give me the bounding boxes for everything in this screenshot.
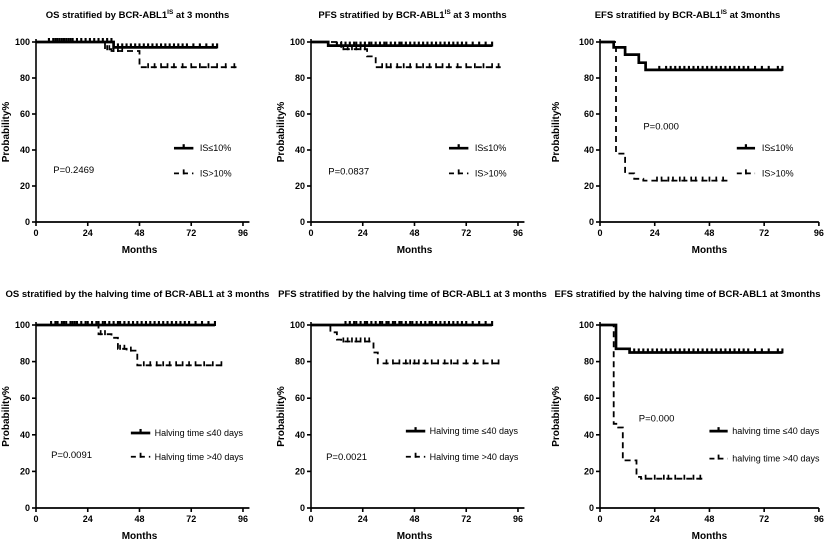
- y-tick-label: 60: [19, 109, 30, 119]
- panel-os-by-halving-time: [0, 273, 275, 547]
- km-plot-os-by-is: [0, 26, 275, 273]
- x-tick-label: 72: [186, 514, 197, 524]
- x-axis-title: Months: [691, 245, 728, 256]
- x-tick-label: 72: [461, 514, 472, 524]
- y-tick-label: 40: [583, 429, 594, 440]
- y-tick-label: 0: [588, 217, 594, 227]
- title-superscript: IS: [167, 9, 174, 16]
- panel-title: [550, 273, 825, 303]
- km-plot-efs-by-is: [550, 26, 825, 273]
- y-tick-label: 0: [24, 503, 30, 513]
- km-plot-efs-by-halving-time: [550, 303, 825, 547]
- y-tick-label: 20: [294, 181, 305, 191]
- panel-title: [550, 0, 825, 26]
- y-tick-label: 40: [19, 145, 30, 155]
- legend: [737, 143, 794, 178]
- title-text: at 3 months: [450, 10, 507, 22]
- panel-efs-by-halving-time: [550, 273, 825, 547]
- x-axis: [597, 508, 823, 524]
- legend-label: Halving time ≤40 days: [429, 426, 519, 437]
- panel-os-by-is: [0, 0, 275, 273]
- legend-label: Halving time >40 days: [429, 451, 519, 462]
- x-axis: [33, 508, 249, 524]
- y-tick-label: 40: [19, 429, 30, 440]
- x-tick-label: 48: [704, 228, 715, 238]
- legend: [131, 428, 244, 462]
- y-axis-title: Probability%: [276, 386, 287, 447]
- y-axis: [579, 37, 600, 227]
- x-tick-label: 48: [134, 228, 145, 238]
- y-tick-label: 40: [294, 429, 305, 440]
- x-tick-label: 96: [512, 228, 523, 238]
- y-axis: [15, 320, 36, 513]
- y-tick-label: 100: [14, 37, 30, 47]
- x-tick-label: 96: [512, 514, 523, 524]
- x-tick-label: 24: [357, 228, 368, 238]
- km-plot-pfs-by-is: [275, 26, 550, 273]
- legend: [174, 143, 232, 178]
- y-tick-label: 80: [294, 356, 305, 367]
- y-axis-title: Probability%: [1, 101, 12, 163]
- legend-label: IS>10%: [761, 168, 794, 179]
- panel-title: [0, 0, 275, 26]
- series-solid: [36, 38, 217, 48]
- y-tick-label: 60: [583, 393, 594, 404]
- y-axis: [290, 37, 311, 227]
- p-value-label: P=0.0021: [326, 451, 368, 463]
- p-value-label: P=0.000: [638, 413, 675, 425]
- y-axis-title: Probability%: [551, 101, 562, 163]
- x-tick-label: 0: [308, 514, 314, 524]
- series-solid: [311, 42, 492, 47]
- series-dashed: [36, 325, 221, 366]
- x-axis-title: Months: [121, 531, 158, 542]
- series-dashed: [311, 325, 501, 364]
- legend-label: Halving time ≤40 days: [154, 427, 244, 438]
- x-tick-label: 96: [813, 514, 824, 524]
- x-tick-label: 72: [461, 228, 472, 238]
- p-value-label: P=0.0091: [51, 449, 93, 461]
- panel-pfs-by-halving-time: [275, 273, 550, 547]
- x-tick-label: 24: [82, 514, 93, 524]
- panel-efs-by-is: [550, 0, 825, 273]
- title-superscript: IS: [720, 9, 727, 16]
- x-tick-label: 72: [186, 228, 197, 238]
- x-tick-label: 48: [409, 514, 420, 524]
- y-tick-label: 20: [294, 466, 305, 477]
- title-text: PFS stratified by BCR-ABL1: [318, 10, 445, 22]
- legend-label: Halving time >40 days: [154, 451, 244, 462]
- legend-label: halving time >40 days: [732, 453, 820, 464]
- x-tick-label: 48: [704, 514, 715, 524]
- y-axis: [290, 320, 311, 513]
- y-tick-label: 0: [24, 217, 30, 227]
- series-solid: [36, 321, 215, 326]
- title-text: at 3 months: [173, 10, 230, 22]
- panel-pfs-by-is: [275, 0, 550, 273]
- x-axis: [597, 222, 823, 238]
- y-tick-label: 100: [578, 320, 594, 330]
- panel-title: [0, 273, 275, 303]
- y-tick-label: 20: [19, 181, 30, 191]
- x-axis-title: Months: [691, 531, 728, 542]
- y-tick-label: 80: [19, 73, 30, 83]
- x-tick-label: 0: [308, 228, 314, 238]
- title-text: PFS stratified by the halving time of BCR-ABL1 at 3 months: [278, 289, 547, 301]
- dashed-km-curve: [600, 42, 730, 181]
- legend-label: halving time ≤40 days: [732, 426, 820, 437]
- x-tick-label: 0: [33, 228, 39, 238]
- y-axis: [579, 320, 600, 513]
- x-tick-label: 0: [597, 228, 603, 238]
- y-tick-label: 40: [583, 145, 594, 155]
- y-tick-label: 0: [299, 503, 305, 513]
- dashed-km-curve: [36, 325, 221, 365]
- x-tick-label: 24: [357, 514, 368, 524]
- y-tick-label: 80: [294, 73, 305, 83]
- series-dashed: [600, 42, 730, 182]
- x-tick-label: 96: [813, 228, 824, 238]
- p-value-label: P=0.2469: [53, 164, 95, 176]
- x-tick-label: 0: [597, 514, 603, 524]
- title-text: OS stratified by the halving time of BCR-ABL1 at 3 months: [5, 289, 270, 301]
- x-axis: [33, 222, 249, 238]
- y-tick-label: 60: [294, 109, 305, 119]
- legend-label: IS>10%: [474, 168, 507, 179]
- title-text: at 3months: [727, 10, 781, 22]
- y-tick-label: 60: [583, 109, 594, 119]
- x-axis-title: Months: [121, 245, 158, 256]
- title-text: EFS stratified by BCR-ABL1: [594, 10, 721, 22]
- solid-km-curve: [600, 42, 782, 70]
- series-solid: [600, 325, 782, 353]
- x-axis-title: Months: [396, 531, 433, 542]
- panel-title: [275, 273, 550, 303]
- x-tick-label: 72: [759, 228, 770, 238]
- x-tick-label: 24: [649, 514, 660, 524]
- title-text: EFS stratified by the halving time of BCR-ABL1 at 3months: [554, 289, 821, 301]
- y-tick-label: 20: [19, 466, 30, 477]
- x-axis-title: Months: [396, 245, 433, 256]
- legend: [449, 143, 507, 178]
- km-plot-pfs-by-halving-time: [275, 303, 550, 547]
- x-tick-label: 24: [649, 228, 660, 238]
- y-tick-label: 100: [289, 320, 305, 330]
- y-tick-label: 20: [583, 466, 594, 477]
- y-tick-label: 20: [583, 181, 594, 191]
- series-solid: [600, 42, 782, 71]
- panel-title: [275, 0, 550, 26]
- y-tick-label: 0: [588, 503, 594, 513]
- y-axis-title: Probability%: [551, 386, 562, 447]
- legend-label: IS>10%: [199, 168, 232, 179]
- legend: [709, 426, 820, 463]
- x-axis: [308, 508, 524, 524]
- y-axis: [15, 37, 36, 227]
- p-value-label: P=0.000: [643, 121, 679, 133]
- x-tick-label: 24: [82, 228, 93, 238]
- x-axis: [308, 222, 524, 238]
- y-tick-label: 100: [289, 37, 305, 47]
- y-tick-label: 0: [299, 217, 305, 227]
- y-tick-label: 60: [294, 393, 305, 404]
- title-superscript: IS: [444, 9, 451, 16]
- y-tick-label: 100: [14, 320, 30, 330]
- legend-label: IS≤10%: [199, 143, 232, 154]
- x-tick-label: 96: [237, 228, 248, 238]
- title-text: OS stratified by BCR-ABL1: [45, 10, 168, 22]
- x-tick-label: 96: [237, 514, 248, 524]
- y-axis-title: Probability%: [276, 101, 287, 163]
- y-tick-label: 80: [583, 356, 594, 367]
- km-plot-os-by-halving-time: [0, 303, 275, 547]
- y-axis-title: Probability%: [1, 386, 12, 447]
- solid-km-curve: [600, 325, 782, 353]
- y-tick-label: 40: [294, 145, 305, 155]
- p-value-label: P=0.0837: [328, 166, 370, 178]
- legend-label: IS≤10%: [474, 143, 507, 154]
- x-tick-label: 48: [409, 228, 420, 238]
- legend: [406, 426, 519, 462]
- x-tick-label: 0: [33, 514, 39, 524]
- y-tick-label: 60: [19, 393, 30, 404]
- series-solid: [311, 321, 492, 326]
- y-tick-label: 100: [578, 37, 594, 47]
- dashed-km-curve: [311, 325, 501, 363]
- y-tick-label: 80: [583, 73, 594, 83]
- y-tick-label: 80: [19, 356, 30, 367]
- x-tick-label: 48: [134, 514, 145, 524]
- legend-label: IS≤10%: [761, 143, 794, 154]
- x-tick-label: 72: [759, 514, 770, 524]
